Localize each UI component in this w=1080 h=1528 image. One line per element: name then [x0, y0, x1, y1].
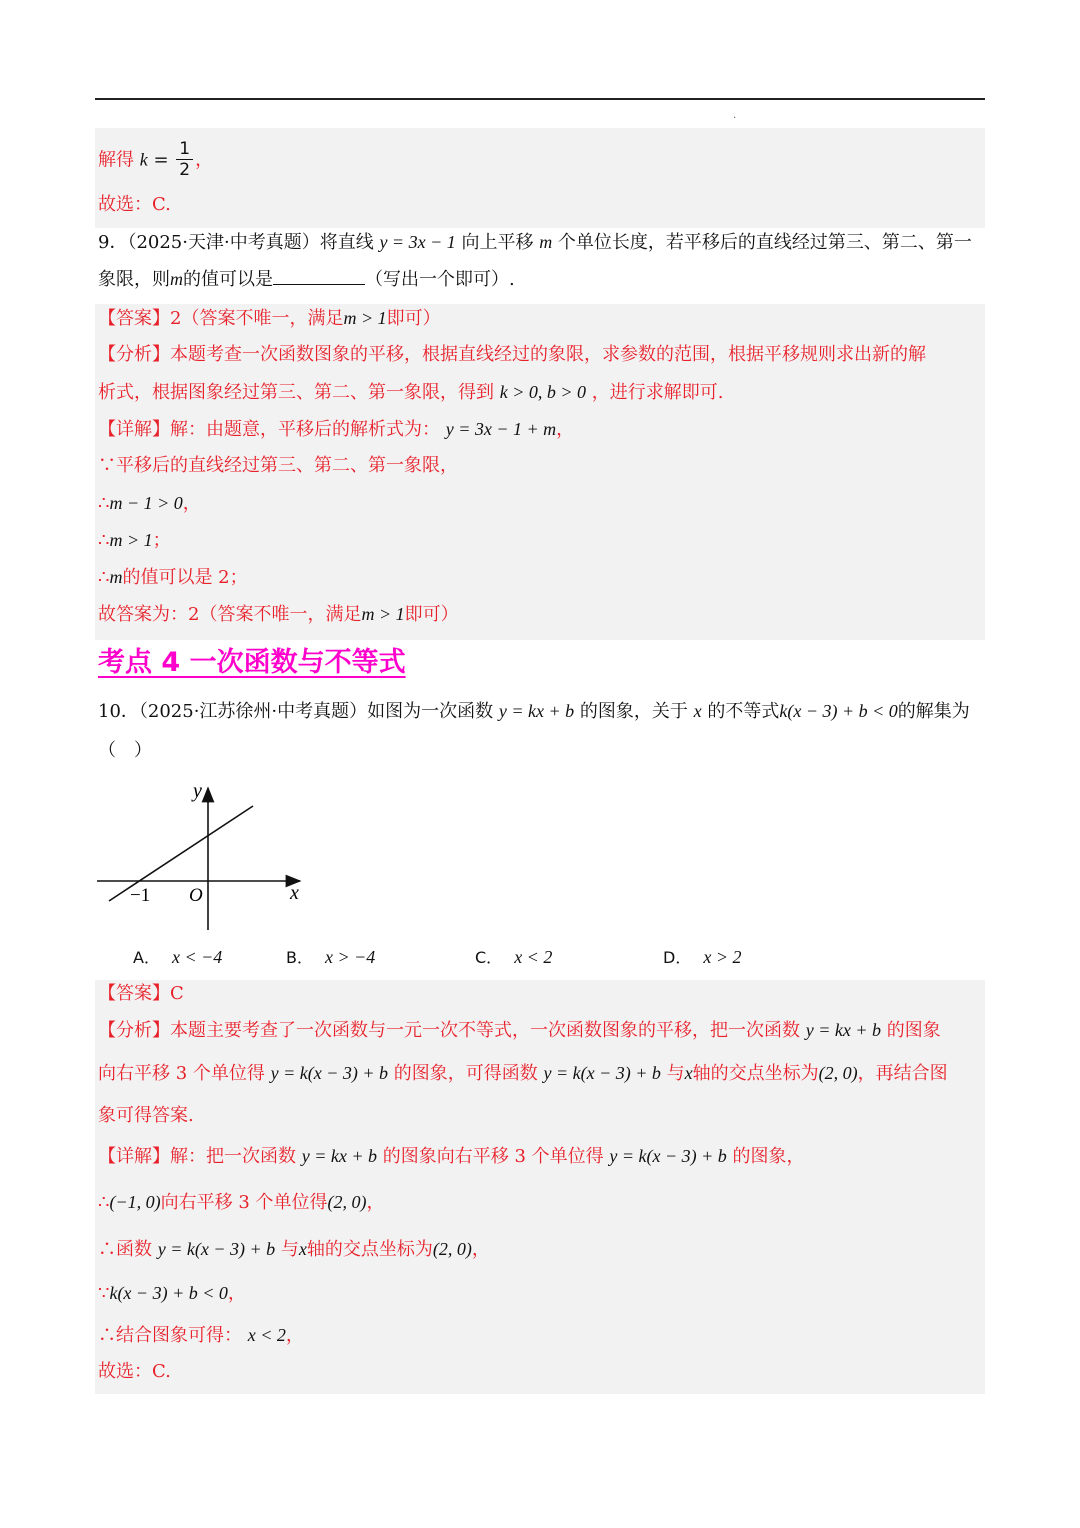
q9-step4: ∴m的值可以是 2； [98, 567, 248, 588]
intercept-label: −1 [130, 885, 151, 906]
q10-detail4: ∵k(x − 3) + b < 0， [98, 1283, 246, 1304]
header-dot: . [733, 110, 737, 121]
q10-answer: 【答案】C [98, 983, 184, 1004]
fraction-one-half: $\frac{1}{2}$ [176, 139, 193, 180]
q10-analysis-line3: 象可得答案. [98, 1105, 194, 1126]
q9-line2: 象限，则m的值可以是 （写出一个即可）. [98, 266, 515, 293]
y-axis-label: y [193, 780, 202, 802]
q10-choose: 故选：C. [98, 1361, 171, 1382]
q9-analysis-line2: 析式，根据图象经过第三、第二、第一象限，得到 k > 0, b > 0 ，进行求解即可. [98, 382, 724, 403]
origin-label: O [189, 885, 203, 906]
answer-blank [273, 266, 365, 285]
q10-detail3: ∴函数 y = k(x − 3) + b 与x轴的交点坐标为(2, 0)， [98, 1239, 490, 1260]
q10-analysis-line1: 【分析】本题主要考查了一次函数与一元一次不等式，一次函数图象的平移，把一次函数 y = kx + b 的图象 [98, 1020, 941, 1041]
q10-detail1: 【详解】解：把一次函数 y = kx + b 的图象向右平移 3 个单位得 y = k(x − 3) + b 的图象， [98, 1146, 805, 1167]
q10-detail2: ∴(−1, 0)向右平移 3 个单位得(2, 0)， [98, 1192, 385, 1213]
q9-detail: 【详解】解：由题意，平移后的解析式为： y = 3x − 1 + m， [98, 419, 575, 440]
q9-analysis-line1: 【分析】本题考查一次函数图象的平移，根据直线经过的象限，求参数的范围，根据平移规则求出新的解 [98, 344, 926, 365]
option-d[interactable]: D． x > 2 [663, 947, 742, 967]
q9-step1: ∵平移后的直线经过第三、第二、第一象限， [98, 455, 458, 476]
q9-step2: ∴m − 1 > 0， [98, 493, 201, 514]
x-axis-label: x [290, 882, 299, 904]
q10-analysis-line2: 向右平移 3 个单位得 y = k(x − 3) + b 的图象，可得函数 y = k(x − 3) + b 与x轴的交点坐标为(2, 0)，再结合图 [98, 1063, 948, 1084]
q9-answer: 【答案】2（答案不唯一，满足m > 1即可） [98, 308, 441, 329]
q10-detail5: ∴结合图象可得： x < 2， [98, 1325, 304, 1346]
prev-choose-line: 故选：C. [98, 194, 171, 215]
q10-graph [95, 778, 315, 938]
prev-answer-box [95, 128, 985, 228]
option-b[interactable]: B． x > −4 [286, 947, 376, 967]
q10-line1: 10．（2025·江苏徐州·中考真题）如图为一次函数 y = kx + b 的图象，关于 x 的不等式k(x − 3) + b < 0的解集为 [98, 701, 970, 722]
q9-line1: 9．（2025·天津·中考真题）将直线 y = 3x − 1 向上平移 m 个单位长度，若平移后的直线经过第三、第二、第一 [98, 232, 972, 253]
q10-line2: （ ） [98, 740, 152, 761]
option-a[interactable]: A． x < −4 [133, 947, 223, 967]
q9-final: 故答案为：2（答案不唯一，满足m > 1即可） [98, 604, 459, 625]
header-rule [95, 98, 985, 100]
prev-solve-line: 解得 k = $\frac{1}{2}$ ， [98, 139, 214, 180]
section-heading: 考点 4 一次函数与不等式 [98, 647, 406, 678]
option-c[interactable]: C． x < 2 [475, 947, 553, 967]
q9-step3: ∴m > 1； [98, 530, 171, 551]
